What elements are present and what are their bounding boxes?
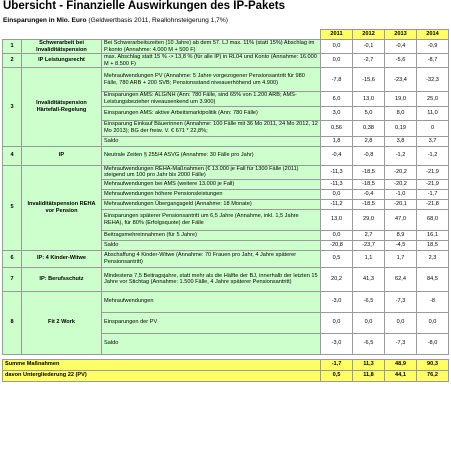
- value-cell: -15,6: [353, 68, 385, 92]
- measure-description: Neutrale Zeiten § 255/4 ASVG (Annahme: 30 Fälle pro Jahr): [102, 146, 321, 165]
- value-cell: 1,1: [353, 250, 385, 267]
- value-cell: -0,4: [353, 189, 385, 199]
- value-cell: -4,5: [385, 240, 417, 250]
- measure-description: Saldo: [102, 333, 321, 354]
- value-cell: 3,7: [417, 136, 449, 146]
- value-cell: 0,0: [321, 230, 353, 240]
- value-cell: -11,3: [321, 165, 353, 179]
- value-cell: 68,0: [417, 209, 449, 230]
- summary-label: Summe Maßnahmen: [3, 359, 321, 370]
- table-row: [3, 68, 449, 92]
- value-cell: -0,4: [321, 146, 353, 165]
- value-cell: -11,2: [321, 199, 353, 209]
- summary-value: 11,8: [353, 370, 385, 381]
- year-header: 2013: [385, 30, 417, 40]
- measure-description: Beitragsmehreinnahmen (für 5 Jahre): [102, 230, 321, 240]
- section-label: IP Leistungsrecht: [22, 54, 102, 68]
- value-cell: -3,0: [321, 333, 353, 354]
- header-spacer: [3, 30, 321, 40]
- value-cell: -20,2: [385, 179, 417, 189]
- value-cell: -5,6: [385, 54, 417, 68]
- value-cell: 2,7: [353, 230, 385, 240]
- value-cell: -8: [417, 291, 449, 312]
- year-header: 2012: [353, 30, 385, 40]
- value-cell: 0,19: [385, 120, 417, 136]
- value-cell: -0,4: [385, 40, 417, 54]
- value-cell: 0,0: [353, 312, 385, 333]
- measure-description: Abschaffung 4 Kinder-Witwe (Annahme: 70 Frauen pro Jahr, 4 Jahre späterer Pensionsantritt): [102, 250, 321, 267]
- impact-table: [2, 29, 449, 382]
- value-cell: 18,5: [417, 240, 449, 250]
- summary-value: -1,7: [321, 359, 353, 370]
- section-label: Invaliditätspension Härtefall-Regelung: [22, 68, 102, 146]
- measure-description: Einsparungen späterer Pensionsantritt um 6,5 Jahre (Annahme, inkl. 1,5 Jahre REHA), für 80% (Erfolgsquote) der Fälle: [102, 209, 321, 230]
- measure-description: Einsparungen AMS: ALG/NH (Ann: 780 Fälle, sind 65% von 1.200 ARB; AMS-Leistungsbezieher niveausenkend um 3.900): [102, 92, 321, 106]
- measure-description: Bei Schwerarbeitszeiten (10 Jahre) ab dem 57. LJ max. 11% (statt 15%) Abschlag im P.konto (Annahme: 4.000 M + 500 F): [102, 40, 321, 54]
- value-cell: -7,3: [385, 291, 417, 312]
- year-header: 2011: [321, 30, 353, 40]
- value-cell: 16,1: [417, 230, 449, 240]
- value-cell: 3,8: [385, 136, 417, 146]
- value-cell: -0,9: [417, 40, 449, 54]
- value-cell: 0,5: [321, 250, 353, 267]
- value-cell: -32,3: [417, 68, 449, 92]
- header-row: [3, 30, 449, 40]
- value-cell: 13,0: [321, 209, 353, 230]
- table-row: [3, 291, 449, 312]
- subtitle-main: Einsparungen in Mio. Euro: [3, 17, 87, 24]
- value-cell: 0,38: [353, 120, 385, 136]
- value-cell: -0,8: [353, 146, 385, 165]
- section-number: 2: [3, 54, 22, 68]
- value-cell: 47,0: [385, 209, 417, 230]
- value-cell: -3,0: [321, 291, 353, 312]
- section-label: IP: [22, 146, 102, 165]
- value-cell: 5,0: [353, 106, 385, 120]
- measure-description: Mehraufwendungen Übergangsgeld (Annahme: 18 Monate): [102, 199, 321, 209]
- value-cell: 2,8: [353, 136, 385, 146]
- measure-description: max. Abschlag statt 15 % -> 13,8 % (für alle IP) in RL04 und Konto (Annahme: 16.000 M + 8.500 F): [102, 54, 321, 68]
- value-cell: -2,7: [353, 54, 385, 68]
- table-row: [3, 165, 449, 179]
- value-cell: 0,0: [321, 54, 353, 68]
- year-header: 2014: [417, 30, 449, 40]
- value-cell: -7,8: [321, 68, 353, 92]
- value-cell: -23,7: [353, 240, 385, 250]
- summary-value: 76,2: [417, 370, 449, 381]
- value-cell: -6,5: [353, 333, 385, 354]
- value-cell: 29,0: [353, 209, 385, 230]
- section-number: 5: [3, 165, 22, 250]
- section-number: 8: [3, 291, 22, 354]
- table-row: [3, 250, 449, 267]
- value-cell: 62,4: [385, 267, 417, 291]
- section-number: 6: [3, 250, 22, 267]
- sum-total-row: [3, 359, 449, 370]
- value-cell: -8,0: [417, 333, 449, 354]
- measure-description: Einsparung Einkauf Bäuerinnen (Annahme: 100 Fälle mit 36 Mo 2011, 24 Mo 2012, 12 Mo 2013); BG der freiw. V. € 671 * 22,8%;: [102, 120, 321, 136]
- value-cell: 0,0: [385, 312, 417, 333]
- table-row: [3, 54, 449, 68]
- value-cell: 0,0: [417, 312, 449, 333]
- section-number: 1: [3, 40, 22, 54]
- value-cell: 8,9: [385, 230, 417, 240]
- section-label: Fit 2 Work: [22, 291, 102, 354]
- table-row: [3, 40, 449, 54]
- summary-value: 11,3: [353, 359, 385, 370]
- summary-value: 90,3: [417, 359, 449, 370]
- value-cell: -0,1: [353, 40, 385, 54]
- value-cell: 13,0: [353, 92, 385, 106]
- value-cell: 1,7: [385, 250, 417, 267]
- value-cell: -18,5: [353, 165, 385, 179]
- table-row: [3, 146, 449, 165]
- value-cell: 0,0: [321, 189, 353, 199]
- value-cell: -6,5: [353, 291, 385, 312]
- value-cell: -1,2: [417, 146, 449, 165]
- section-label: Invaliditätspension REHA vor Pension: [22, 165, 102, 250]
- summary-value: 0,5: [321, 370, 353, 381]
- subtitle-note: (Geldwertbasis 2011, Reallohnsteigerung 1,7%): [88, 17, 228, 24]
- value-cell: -8,7: [417, 54, 449, 68]
- section-number: 7: [3, 267, 22, 291]
- measure-description: Saldo: [102, 240, 321, 250]
- page-subtitle: [3, 17, 228, 24]
- value-cell: -21,9: [417, 165, 449, 179]
- section-label: IP: Berufsschutz: [22, 267, 102, 291]
- value-cell: -18,5: [353, 179, 385, 189]
- value-cell: -1,7: [417, 189, 449, 199]
- measure-description: Saldo: [102, 136, 321, 146]
- value-cell: 8,0: [385, 106, 417, 120]
- measure-description: Mehraufwendungen PV (Annahme: 5 Jahre vorgezogener Pensionsantritt für 980 Fälle, 780 ARB + 200 SVB; Pensionsstand niveauerhöhend um 4.900): [102, 68, 321, 92]
- value-cell: -20,2: [385, 165, 417, 179]
- table-row: [3, 267, 449, 291]
- section-label: Schwerarbeit bei Invaliditätspension: [22, 40, 102, 54]
- value-cell: 1,8: [321, 136, 353, 146]
- value-cell: -21,8: [417, 199, 449, 209]
- value-cell: -20,8: [321, 240, 353, 250]
- value-cell: -11,3: [321, 179, 353, 189]
- value-cell: -23,4: [385, 68, 417, 92]
- measure-description: Einsparungen AMS: aktive Arbeitsmarktpolitik (Ann: 780 Fälle): [102, 106, 321, 120]
- measure-description: Mehraufwendungen bei AMS (weitere 13.000 je Fall): [102, 179, 321, 189]
- value-cell: 19,0: [385, 92, 417, 106]
- value-cell: 20,2: [321, 267, 353, 291]
- section-label: IP: 4 Kinder-Witwe: [22, 250, 102, 267]
- summary-value: 48,9: [385, 359, 417, 370]
- section-number: 4: [3, 146, 22, 165]
- measure-description: Mindestens 7,5 Beitragsjahre, statt mehr als die Hälfte der BJ, innerhalb der letzten 15 Jahre vor Stichtag (Annahme: 1.500 Fälle, 4 Jahre späterer Pensionsantritt): [102, 267, 321, 291]
- value-cell: -1,2: [385, 146, 417, 165]
- value-cell: -7,3: [385, 333, 417, 354]
- measure-description: Einsparungen der PV: [102, 312, 321, 333]
- value-cell: 0: [417, 120, 449, 136]
- sum-sub-row: [3, 370, 449, 381]
- value-cell: 25,0: [417, 92, 449, 106]
- measure-description: Mehraufwendungen: [102, 291, 321, 312]
- value-cell: 11,0: [417, 106, 449, 120]
- summary-label: davon Untergliederung 22 (PV): [3, 370, 321, 381]
- value-cell: 6,0: [321, 92, 353, 106]
- table-body: [3, 30, 449, 382]
- summary-value: 44,1: [385, 370, 417, 381]
- value-cell: -18,5: [353, 199, 385, 209]
- measure-description: Mehraufwendungen höhere Pensionsleistungen: [102, 189, 321, 199]
- page-title: Übersicht - Finanzielle Auswirkungen des IP-Pakets: [3, 0, 286, 12]
- value-cell: 84,5: [417, 267, 449, 291]
- value-cell: 41,3: [353, 267, 385, 291]
- value-cell: 0,0: [321, 312, 353, 333]
- value-cell: -20,1: [385, 199, 417, 209]
- value-cell: -1,0: [385, 189, 417, 199]
- value-cell: 2,3: [417, 250, 449, 267]
- value-cell: -21,9: [417, 179, 449, 189]
- value-cell: 0,56: [321, 120, 353, 136]
- value-cell: 3,0: [321, 106, 353, 120]
- section-number: 3: [3, 68, 22, 146]
- value-cell: 0,0: [321, 40, 353, 54]
- measure-description: Mehraufwendungen REHA-Maßnahmen (€ 13.000 je Fall für 1300 Fälle (2011) steigend um 100 pro Jahr bis 2000 Fälle): [102, 165, 321, 179]
